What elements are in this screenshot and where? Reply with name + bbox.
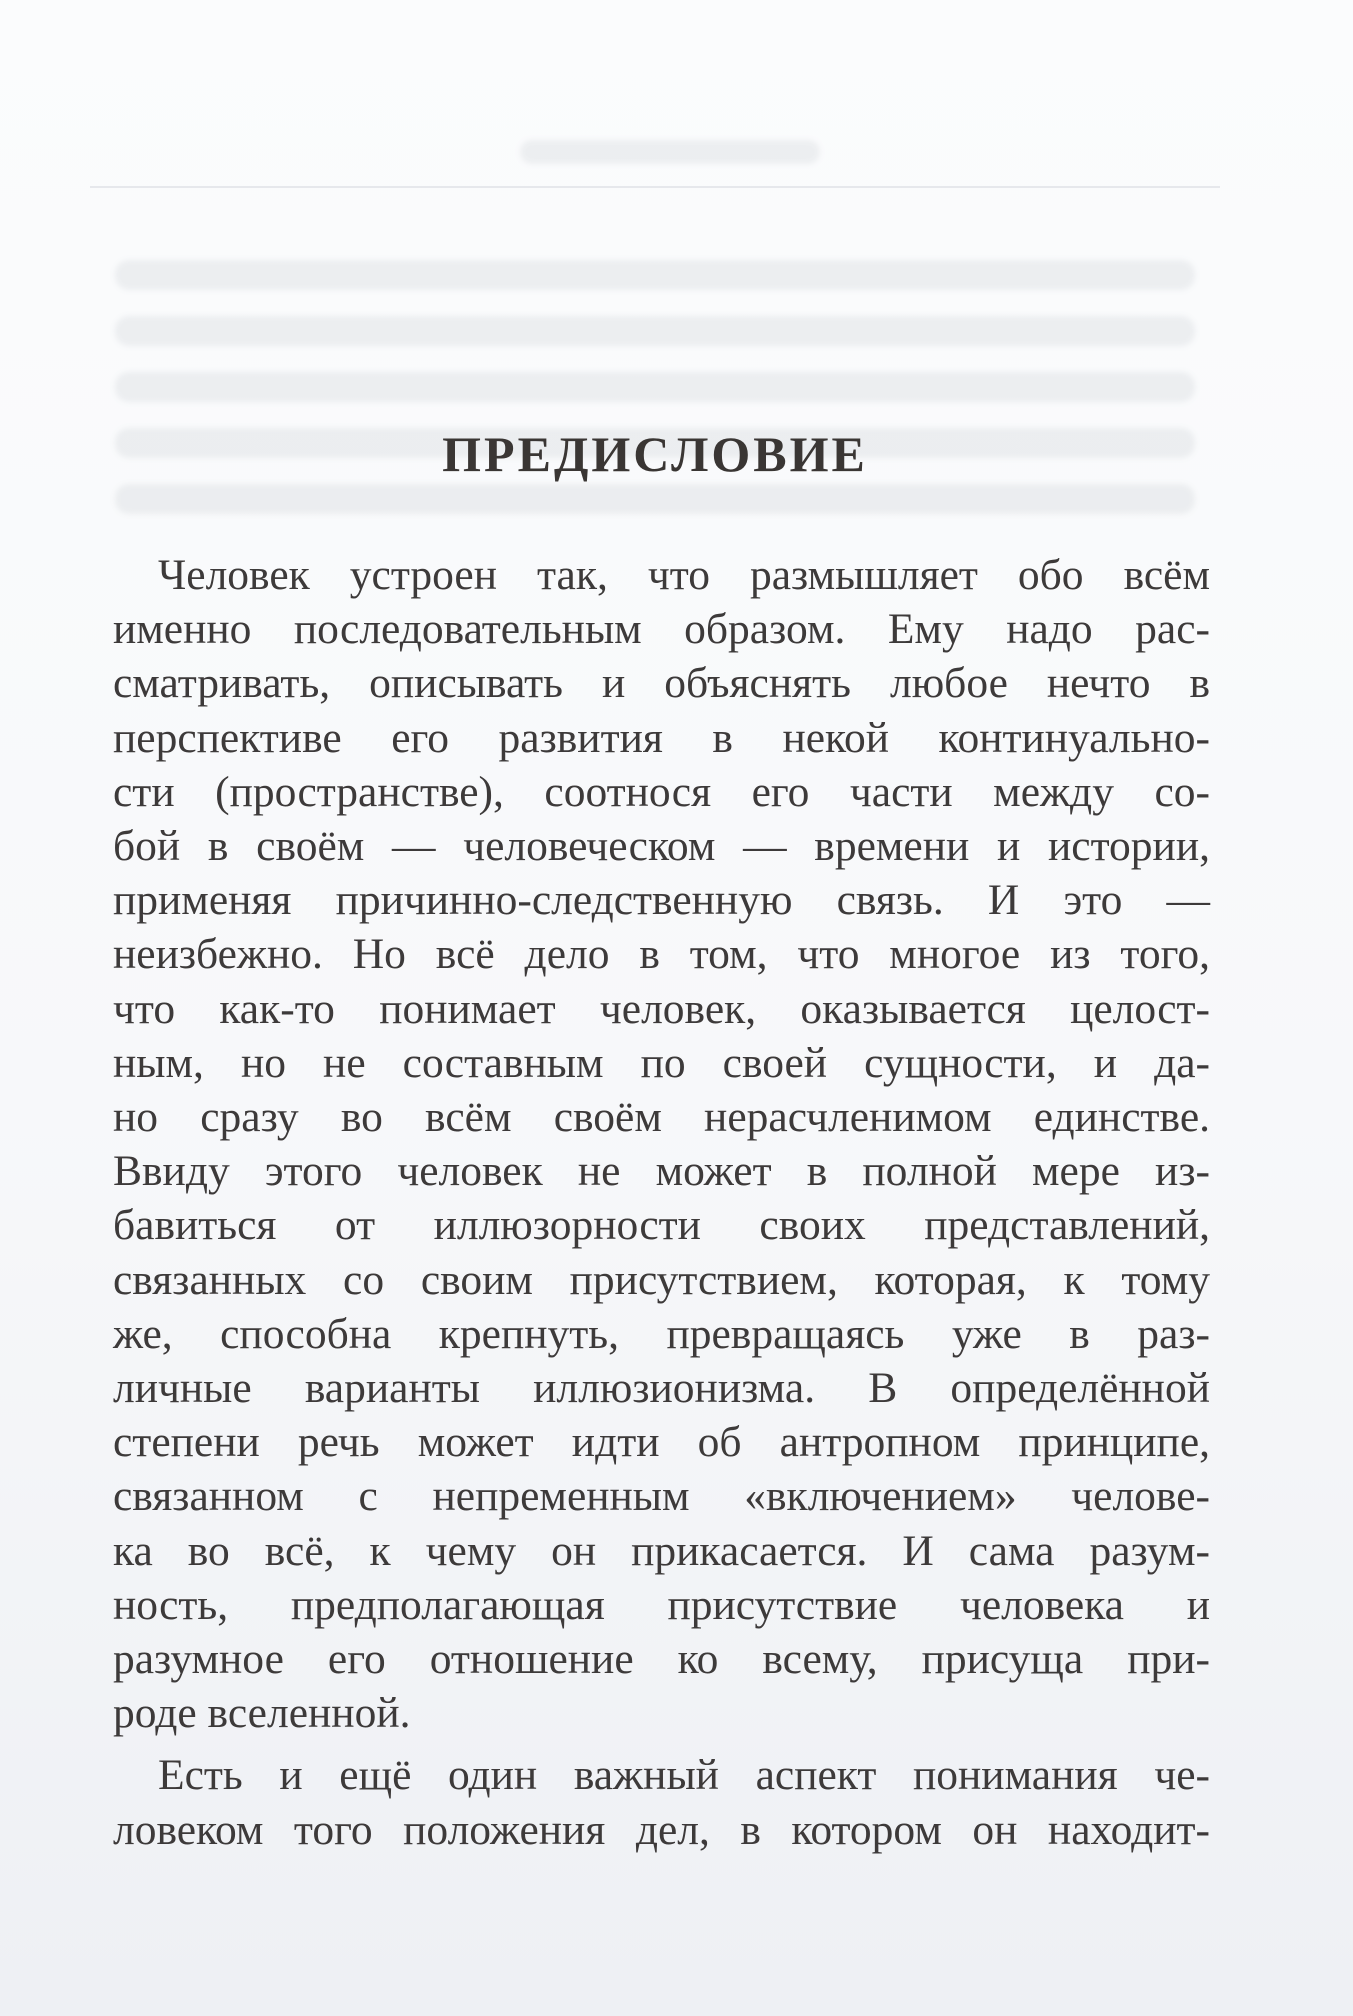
- text-line: ность, предполагающая присутствие человека и: [113, 1580, 1210, 1629]
- text-line: разумное его отношение ко всему, присуща при-: [113, 1635, 1210, 1684]
- text-line: неизбежно. Но всё дело в том, что многое из того,: [113, 930, 1210, 979]
- chapter-heading: ПРЕДИСЛОВИЕ: [442, 426, 868, 482]
- text-line: Есть и ещё один важный аспект понимания че-: [158, 1751, 1210, 1800]
- text-line: бой в своём — человеческом — времени и истории,: [113, 822, 1210, 871]
- text-line: связанном с непременным «включением» челове-: [113, 1472, 1210, 1521]
- text-line: личные варианты иллюзионизма. В определённой: [113, 1364, 1210, 1413]
- text-line: связанных со своим присутствием, которая, к тому: [113, 1255, 1210, 1304]
- text-line: именно последовательным образом. Ему надо рас-: [113, 605, 1210, 654]
- bleed-through-line: [115, 316, 1195, 346]
- text-line: ным, но не составным по своей сущности, и да-: [113, 1038, 1210, 1087]
- text-line: Ввиду этого человек не может в полной мере из-: [113, 1147, 1210, 1196]
- text-line: ловеком того положения дел, в котором он находит-: [113, 1805, 1210, 1854]
- text-line: что как-то понимает человек, оказывается целост-: [113, 984, 1210, 1033]
- text-line: ка во всё, к чему он прикасается. И сама разум-: [113, 1526, 1210, 1575]
- bleed-through-rule: [90, 186, 1220, 188]
- bleed-through-line: [115, 260, 1195, 290]
- text-line: Человек устроен так, что размышляет обо всём: [158, 551, 1210, 599]
- text-line: сматривать, описывать и объяснять любое нечто в: [113, 659, 1210, 708]
- text-line: сти (пространстве), соотнося его части между со-: [113, 767, 1210, 816]
- text-line: бавиться от иллюзорности своих представлений,: [113, 1201, 1210, 1250]
- text-line: степени речь может идти об антропном принципе,: [113, 1418, 1210, 1467]
- text-line: же, способна крепнуть, превращаясь уже в раз-: [113, 1309, 1210, 1358]
- body-text: [113, 548, 1210, 1857]
- bleed-through-header: [520, 140, 820, 164]
- text-line: роде вселенной.: [113, 1689, 411, 1738]
- text-line: перспективе его развития в некой континуально-: [113, 713, 1210, 762]
- text-line: применяя причинно-следственную связь. И это —: [113, 876, 1210, 925]
- bleed-through-line: [115, 484, 1195, 514]
- bleed-through-line: [115, 372, 1195, 402]
- text-line: но сразу во всём своём нерасчленимом единстве.: [113, 1093, 1210, 1142]
